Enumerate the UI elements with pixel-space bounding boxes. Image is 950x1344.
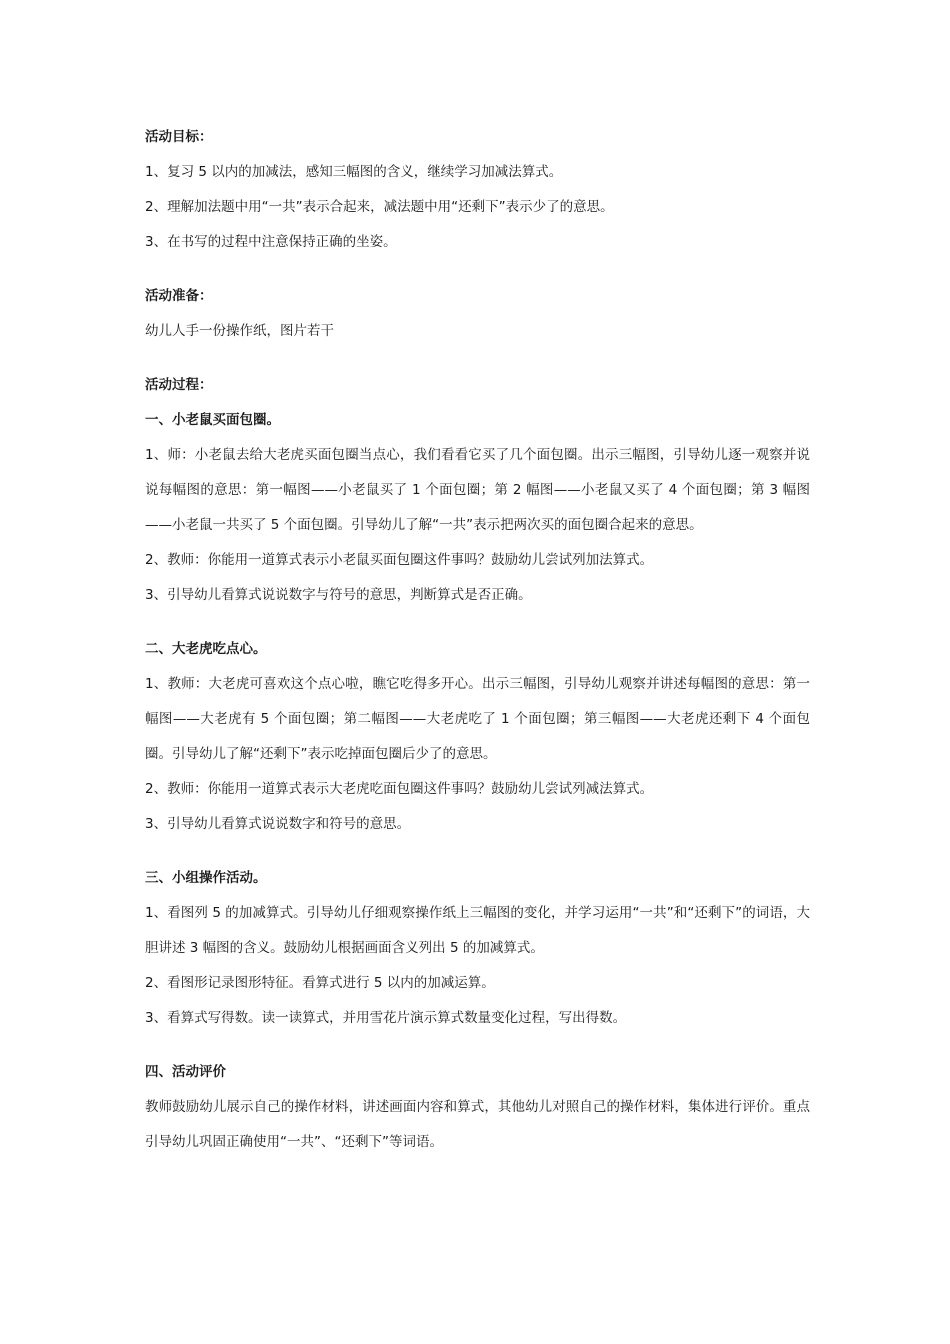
goal-item: 2、理解加法题中用“一共”表示合起来，减法题中用“还剩下”表示少了的意思。 <box>145 199 614 215</box>
process-heading: 活动过程： <box>145 377 213 393</box>
section-4-text: 教师鼓励幼儿展示自己的操作材料，讲述画面内容和算式，其他幼儿对照自己的操作材料，集体进行评价。重点引导幼儿巩固正确使用“一共”、“还剩下”等词语。 <box>145 1099 810 1150</box>
goal-item: 3、在书写的过程中注意保持正确的坐姿。 <box>145 234 397 250</box>
section-4-title: 四、活动评价 <box>145 1064 226 1080</box>
document-page <box>145 120 810 1160</box>
section-3-item: 3、看算式写得数。读一读算式，并用雪花片演示算式数量变化过程，写出得数。 <box>145 1010 627 1026</box>
section-2-item: 2、教师：你能用一道算式表示大老虎吃面包圈这件事吗？鼓励幼儿尝试列减法算式。 <box>145 781 654 797</box>
section-2-item: 1、教师：大老虎可喜欢这个点心啦，瞧它吃得多开心。出示三幅图，引导幼儿观察并讲述每幅图的意思：第一幅图——大老虎有 5 个面包圈；第二幅图——大老虎吃了 1 个面包圈；第三幅图——大老虎还剩下 4 个面包圈。引导幼儿了解“还剩下”表示吃掉面包圈后少了的意思。 <box>145 676 810 762</box>
goals-heading: 活动目标： <box>145 129 213 145</box>
section-2-item: 3、引导幼儿看算式说说数字和符号的意思。 <box>145 816 411 832</box>
section-3-title: 三、小组操作活动。 <box>145 870 267 886</box>
goal-item: 1、复习 5 以内的加减法，感知三幅图的含义，继续学习加减法算式。 <box>145 164 563 180</box>
prep-heading: 活动准备： <box>145 288 213 304</box>
section-1-item: 3、引导幼儿看算式说说数字与符号的意思，判断算式是否正确。 <box>145 587 532 603</box>
section-1-item: 1、师：小老鼠去给大老虎买面包圈当点心，我们看看它买了几个面包圈。出示三幅图，引导幼儿逐一观察并说说每幅图的意思：第一幅图——小老鼠买了 1 个面包圈；第 2 幅图——小老鼠又买了 4 个面包圈；第 3 幅图——小老鼠一共买了 5 个面包圈。引导幼儿了解“一共”表示把两次买的面包圈合起来的意思。 <box>145 447 810 533</box>
section-3-item: 2、看图形记录图形特征。看算式进行 5 以内的加减运算。 <box>145 975 495 991</box>
section-1-item: 2、教师：你能用一道算式表示小老鼠买面包圈这件事吗？鼓励幼儿尝试列加法算式。 <box>145 552 654 568</box>
section-1-title: 一、小老鼠买面包圈。 <box>145 412 280 428</box>
prep-text: 幼儿人手一份操作纸，图片若干 <box>145 323 334 339</box>
section-3-item: 1、看图列 5 的加减算式。引导幼儿仔细观察操作纸上三幅图的变化，并学习运用“一共”和“还剩下”的词语，大胆讲述 3 幅图的含义。鼓励幼儿根据画面含义列出 5 的加减算式。 <box>145 905 810 956</box>
section-2-title: 二、大老虎吃点心。 <box>145 641 267 657</box>
